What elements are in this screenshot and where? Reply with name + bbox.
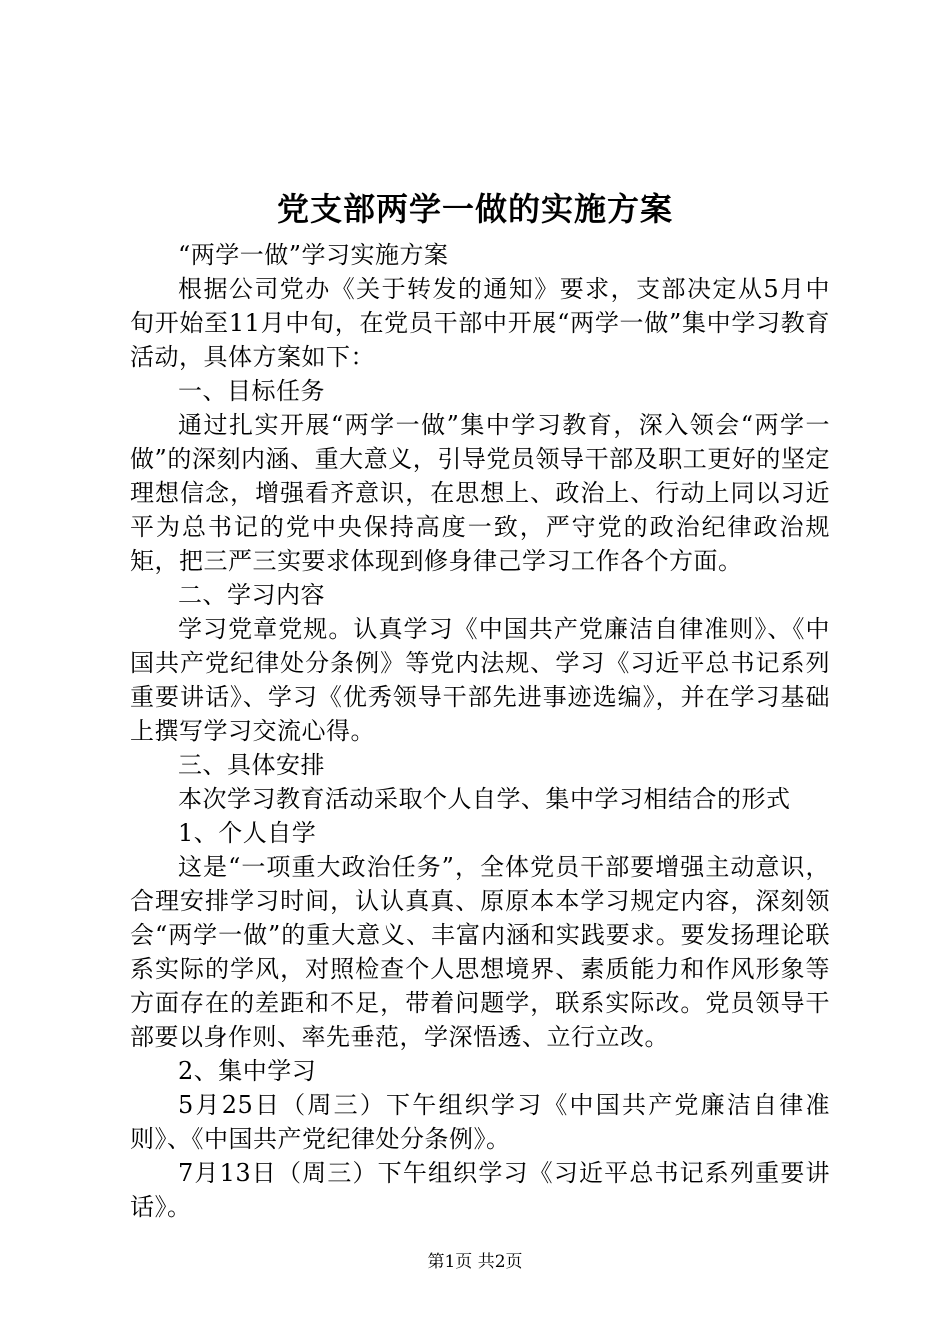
section-heading-arrangement: 三、具体安排 <box>178 751 325 779</box>
section-heading-content: 二、学习内容 <box>178 581 325 609</box>
section-heading-goals: 一、目标任务 <box>178 377 325 405</box>
paragraph-subtitle: “两学一做”学习实施方案 <box>178 241 449 269</box>
paragraph-intro: 根据公司党办《关于转发的通知》要求，支部决定从5月中旬开始至11月中旬，在党员干部中开展“两学一做”集中学习教育活动，具体方案如下： <box>130 275 830 371</box>
subheading-group-study: 2、集中学习 <box>178 1057 317 1085</box>
paragraph-arrangement: 本次学习教育活动采取个人自学、集中学习相结合的形式 <box>178 785 791 813</box>
paragraph-content: 学习党章党规。认真学习《中国共产党廉洁自律准则》、《中国共产党纪律处分条例》等党内法规、学习《习近平总书记系列重要讲话》、学习《优秀领导干部先进事迹选编》，并在学习基础上撰写学习交流心得。 <box>130 615 830 745</box>
document-title: 党支部两学一做的实施方案 <box>276 190 673 228</box>
page-footer: 第1页 共2页 <box>427 1252 523 1272</box>
paragraph-self-study: 这是“一项重大政治任务”，全体党员干部要增强主动意识，合理安排学习时间，认认真真、原原本本学习规定内容，深刻领会“两学一做”的重大意义、丰富内涵和实践要求。要发扬理论联系实际的学风，对照检查个人思想境界、素质能力和作风形象等方面存在的差距和不足，带着问题学，联系实际改。党员领导干部要以身作则、率先垂范，学深悟透、立行立改。 <box>130 853 830 1051</box>
document-body <box>130 238 830 1224</box>
paragraph-schedule-may: 5月25日（周三）下午组织学习《中国共产党廉洁自律准则》、《中国共产党纪律处分条例》。 <box>130 1091 830 1153</box>
paragraph-schedule-july: 7月13日（周三）下午组织学习《习近平总书记系列重要讲话》。 <box>130 1159 830 1221</box>
subheading-self-study: 1、个人自学 <box>178 819 317 847</box>
paragraph-goals: 通过扎实开展“两学一做”集中学习教育，深入领会“两学一做”的深刻内涵、重大意义，引导党员领导干部及职工更好的坚定理想信念，增强看齐意识，在思想上、政治上、行动上同以习近平为总书记的党中央保持高度一致，严守党的政治纪律政治规矩，把三严三实要求体现到修身律己学习工作各个方面。 <box>130 411 830 575</box>
